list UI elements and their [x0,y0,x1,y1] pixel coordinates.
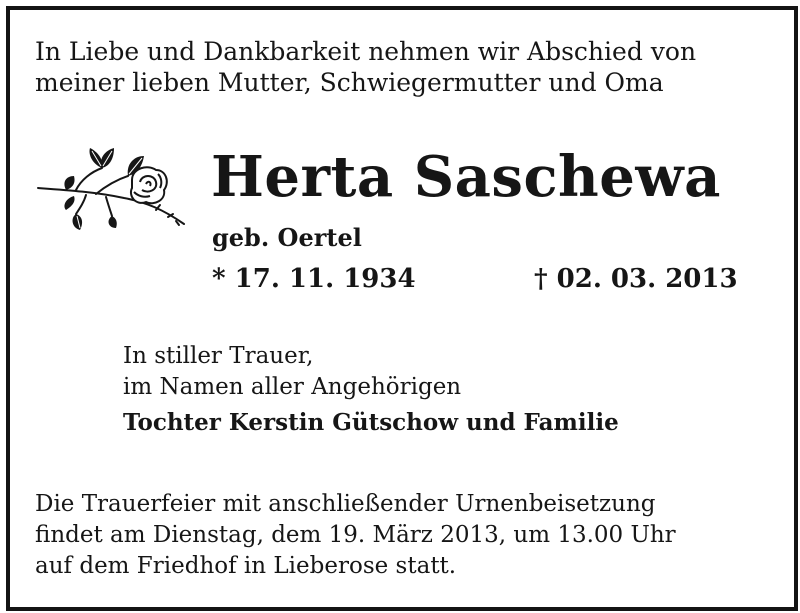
funeral-line: Die Trauerfeier mit anschließender Urnenbeisetzung [35,491,656,517]
funeral-line: findet am Dienstag, dem 19. März 2013, um 13.00 Uhr [35,522,676,548]
funeral-notice [35,489,771,582]
maiden-name: geb. Oertel [212,223,362,252]
obituary-notice [6,6,798,611]
rose-branch-icon [36,140,188,232]
intro-text [35,36,771,98]
mourning-line: In stiller Trauer, [123,343,314,369]
death-date: † 02. 03. 2013 [534,264,738,294]
deceased-name: Herta Saschewa [211,144,721,210]
family-signature: Tochter Kerstin Gütschow und Familie [123,409,619,436]
intro-line: In Liebe und Dankbarkeit nehmen wir Abschied von [35,37,697,66]
mourning-text [123,341,461,403]
birth-date: * 17. 11. 1934 [212,264,416,294]
mourning-line: im Namen aller Angehörigen [123,374,462,400]
intro-line: meiner lieben Mutter, Schwiegermutter und Oma [35,68,664,97]
funeral-line: auf dem Friedhof in Lieberose statt. [35,553,457,579]
